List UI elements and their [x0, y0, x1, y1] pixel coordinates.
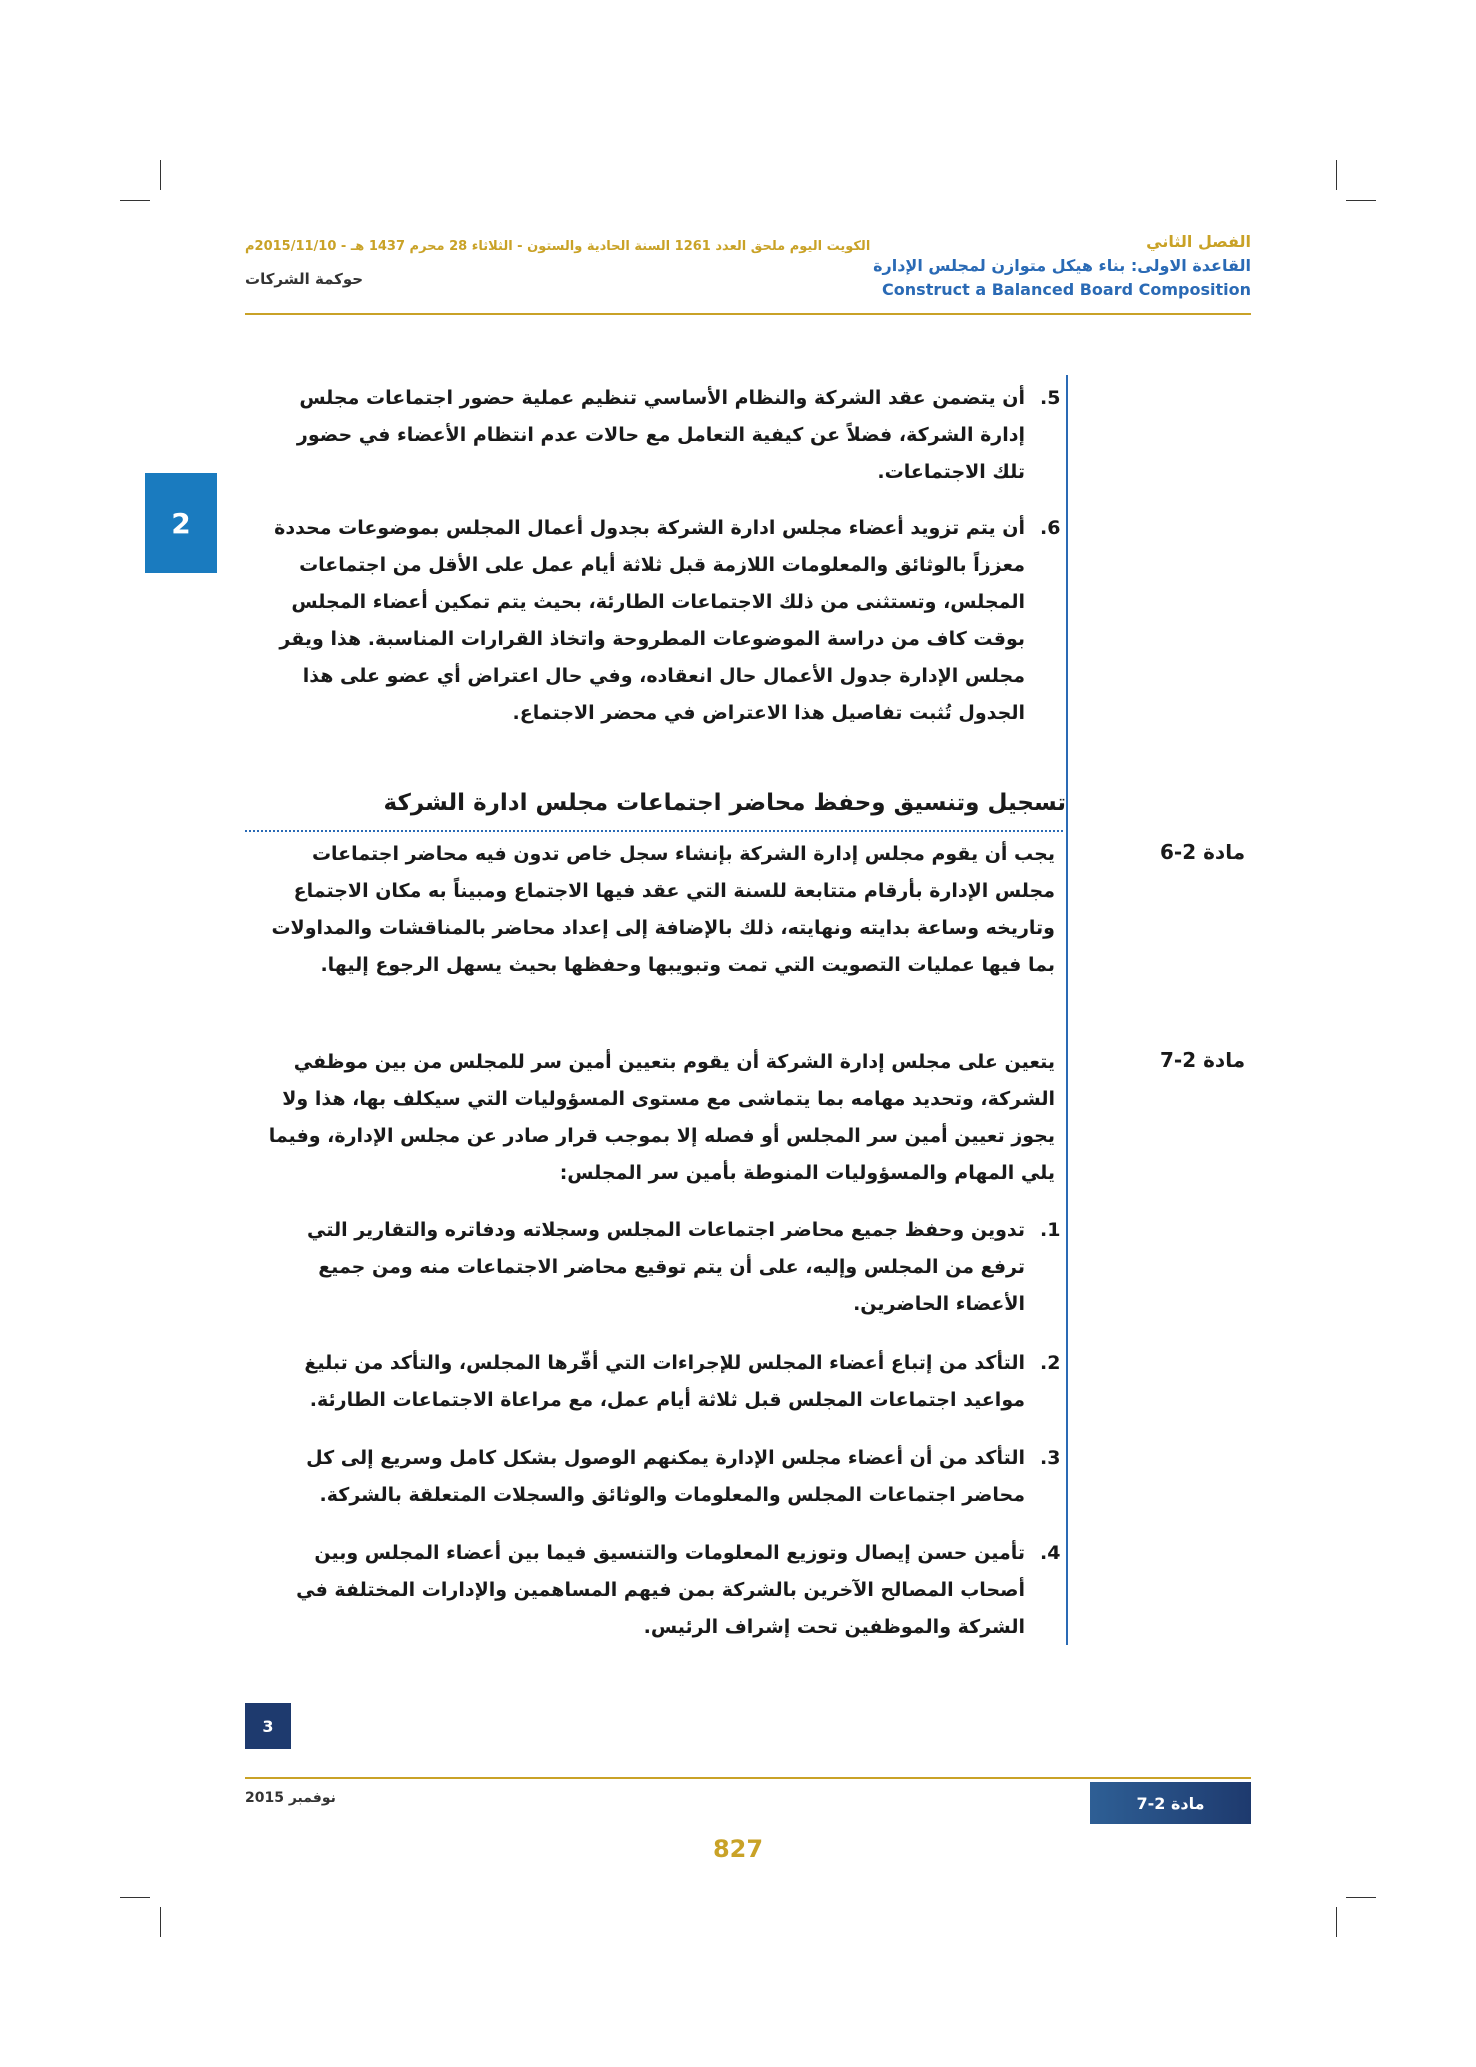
item-number: .5	[1040, 387, 1061, 409]
article-paragraph	[250, 836, 1055, 984]
crop-mark	[120, 1897, 150, 1898]
chapter-tab: 2	[145, 473, 217, 573]
item-paragraph	[250, 1345, 1025, 1419]
text-line: أن يتم تزويد أعضاء مجلس ادارة الشركة بجدول أعمال المجلس بموضوعات محددة	[274, 517, 1025, 539]
gazette-reference: الكويت اليوم ملحق العدد 1261 السنة الحادية والستون - الثلاثاء 28 محرم 1437 هـ - 2015/11/10م	[245, 239, 871, 254]
text-line: التأكد من أن أعضاء مجلس الإدارة يمكنهم الوصول بشكل كامل وسريع إلى كل	[306, 1447, 1025, 1469]
text-line: المجلس، وتستثنى من ذلك الاجتماعات الطارئة، بحيث يتم تمكين أعضاء المجلس	[291, 591, 1025, 613]
text-line: تأمين حسن إيصال وتوزيع المعلومات والتنسيق فيما بين أعضاء المجلس وبين	[314, 1542, 1025, 1564]
crop-mark	[120, 200, 150, 201]
header-divider	[245, 313, 1251, 315]
chapter-title: الفصل الثاني	[1146, 232, 1251, 251]
item-number: .6	[1040, 517, 1061, 539]
text-line: ترفع من المجلس وإليه، على أن يتم توقيع محاضر الاجتماعات منه ومن جميع	[318, 1256, 1025, 1278]
text-line: وتاريخه وساعة بدايته ونهايته، ذلك بالإضافة إلى إعداد محاضر بالمناقشات والمداولات	[271, 917, 1055, 939]
governance-label: حوكمة الشركات	[245, 270, 364, 288]
text-line: مجلس الإدارة بأرقام متتابعة للسنة التي عقد فيها الاجتماع ومبيناً به مكان الاجتماع	[293, 880, 1055, 902]
item-paragraph	[250, 1212, 1025, 1323]
item-number: .1	[1040, 1219, 1061, 1241]
section-title: تسجيل وتنسيق وحفظ محاضر اجتماعات مجلس ادارة الشركة	[383, 790, 1066, 816]
section-divider	[245, 830, 1063, 832]
article-label: مادة 2-6	[1160, 840, 1246, 864]
text-line: بوقت كاف من دراسة الموضوعات المطروحة واتخاذ القرارات المناسبة. هذا ويقر	[279, 628, 1025, 650]
crop-mark	[1346, 200, 1376, 201]
item-paragraph	[250, 380, 1025, 491]
crop-mark	[160, 1907, 161, 1937]
text-line: بما فيها عمليات التصويت التي تمت وتبويبها وحفظها بحيث يسهل الرجوع إليها.	[320, 954, 1055, 976]
article-paragraph	[250, 1044, 1055, 1192]
text-line: تلك الاجتماعات.	[877, 461, 1025, 483]
page-number: 827	[712, 1835, 764, 1863]
article-label: مادة 2-7	[1160, 1048, 1246, 1072]
item-paragraph	[250, 1535, 1025, 1646]
text-line: يتعين على مجلس إدارة الشركة أن يقوم بتعيين أمين سر للمجلس من بين موظفي	[293, 1051, 1055, 1073]
rule-title: القاعدة الاولى: بناء هيكل متوازن لمجلس الإدارة	[873, 256, 1251, 275]
text-line: التأكد من إتباع أعضاء المجلس للإجراءات التي أقّرها المجلس، والتأكد من تبليغ	[304, 1352, 1025, 1374]
crop-mark	[1336, 1907, 1337, 1937]
text-line: الأعضاء الحاضرين.	[853, 1293, 1025, 1315]
header-right	[873, 230, 1251, 302]
text-line: أن يتضمن عقد الشركة والنظام الأساسي تنظيم عملية حضور اجتماعات مجلس	[299, 387, 1025, 409]
text-line: الشركة والموظفين تحت إشراف الرئيس.	[643, 1616, 1025, 1638]
text-line: أصحاب المصالح الآخرين بالشركة بمن فيهم المساهمين والإدارات المختلفة في	[296, 1579, 1025, 1601]
footer-divider	[245, 1777, 1251, 1779]
header-left	[245, 236, 870, 292]
text-line: تدوين وحفظ جميع محاضر اجتماعات المجلس وسجلاته ودفاتره والتقارير التي	[307, 1219, 1025, 1241]
crop-mark	[1346, 1897, 1376, 1898]
item-number: .2	[1040, 1352, 1061, 1374]
item-number: .4	[1040, 1542, 1061, 1564]
crop-mark	[1336, 160, 1337, 190]
content-vertical-rule	[1066, 375, 1068, 1645]
text-line: إدارة الشركة، فضلاً عن كيفية التعامل مع حالات عدم انتظام الأعضاء في حضور	[296, 424, 1025, 446]
item-number: .3	[1040, 1447, 1061, 1469]
item-paragraph	[250, 510, 1025, 732]
item-paragraph	[250, 1440, 1025, 1514]
text-line: يجب أن يقوم مجلس إدارة الشركة بإنشاء سجل خاص تدون فيه محاضر اجتماعات	[311, 843, 1055, 865]
text-line: يلي المهام والمسؤوليات المنوطة بأمين سر المجلس:	[559, 1162, 1055, 1184]
text-line: الشركة، وتحديد مهامه بما يتماشى مع مستوى المسؤوليات التي سيكلف بها، هذا ولا	[282, 1088, 1055, 1110]
text-line: يجوز تعيين أمين سر المجلس أو فصله إلا بموجب قرار صادر عن مجلس الإدارة، وفيما	[268, 1125, 1055, 1147]
text-line: الجدول تُثبت تفاصيل هذا الاعتراض في محضر الاجتماع.	[512, 702, 1025, 724]
page-box-number: 3	[245, 1703, 291, 1749]
rule-title-en: Construct a Balanced Board Composition	[882, 280, 1251, 299]
text-line: مجلس الإدارة جدول الأعمال حال انعقاده، وفي حال اعتراض أي عضو على هذا	[302, 665, 1025, 687]
footer-date: نوفمبر 2015	[245, 1790, 336, 1806]
text-line: مواعيد اجتماعات المجلس قبل ثلاثة أيام عمل، مع مراعاة الاجتماعات الطارئة.	[309, 1389, 1025, 1411]
crop-mark	[160, 160, 161, 190]
footer-article-tab: مادة 2-7	[1090, 1782, 1251, 1824]
text-line: محاضر اجتماعات المجلس والمعلومات والوثائق والسجلات المتعلقة بالشركة.	[319, 1484, 1025, 1506]
text-line: معززاً بالوثائق والمعلومات اللازمة قبل ثلاثة أيام عمل على الأقل من اجتماعات	[299, 554, 1025, 576]
